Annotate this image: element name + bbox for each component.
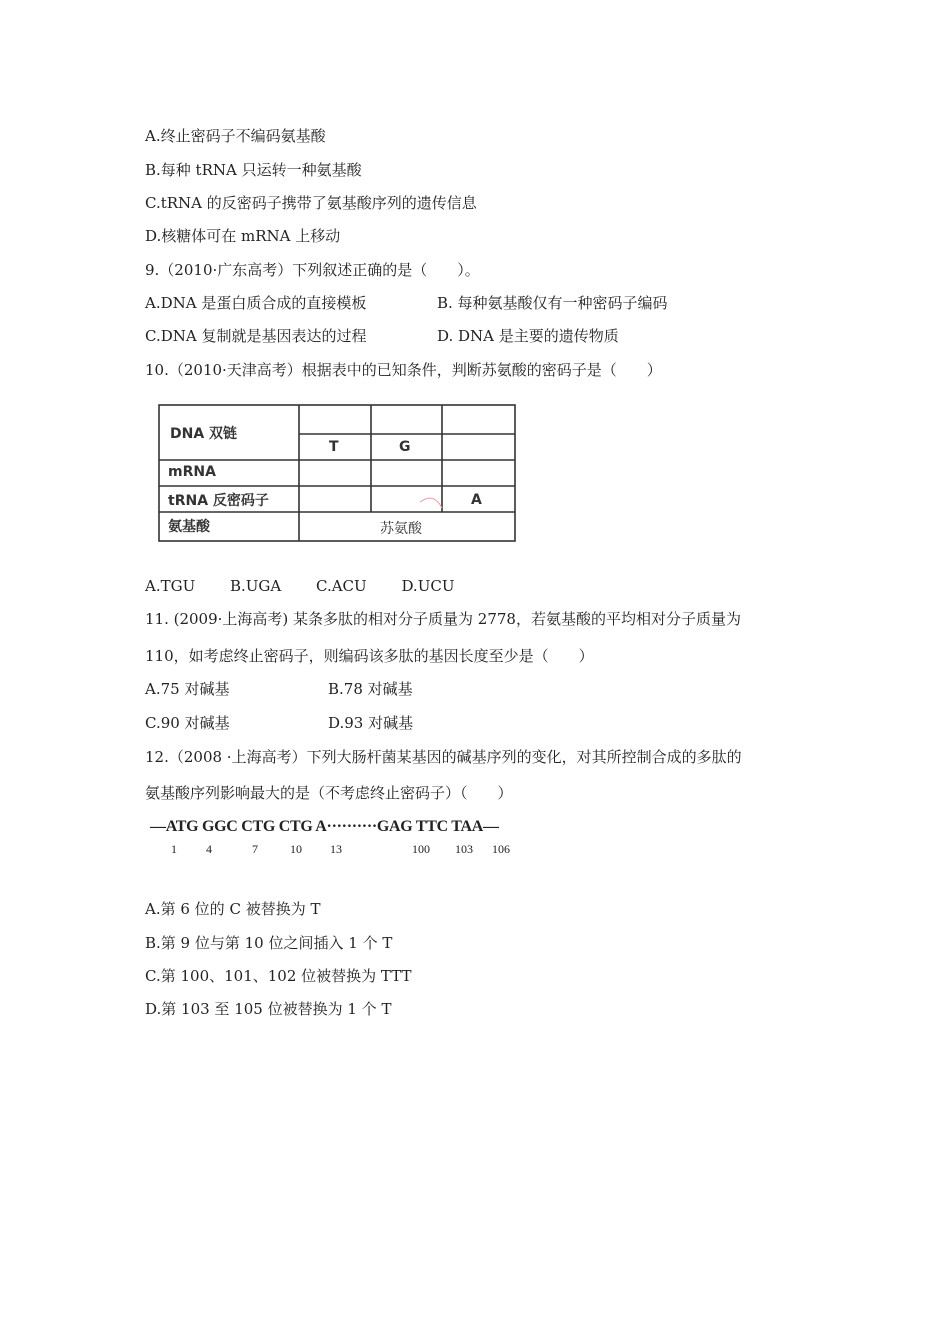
cell-amino-acid: 苏氨酸: [380, 521, 422, 537]
position-label: 100: [412, 842, 430, 856]
position-label: 1: [171, 842, 177, 856]
q9-option-c: C.DNA 复制就是基因表达的过程: [145, 327, 367, 345]
q9-option-d: D. DNA 是主要的遗传物质: [437, 327, 619, 345]
q12-option-b: B.第 9 位与第 10 位之间插入 1 个 T: [145, 934, 393, 952]
q9-option-a: A.DNA 是蛋白质合成的直接模板: [145, 294, 367, 312]
q12-option-d: D.第 103 至 105 位被替换为 1 个 T: [145, 1000, 392, 1018]
row-label-amino-acid: 氨基酸: [168, 519, 210, 535]
q10-options: A.TGU B.UGA C.ACU D.UCU: [145, 577, 455, 595]
codon-table: [158, 404, 516, 544]
row-label-trna: tRNA 反密码子: [168, 493, 269, 509]
cell-dna-g: G: [399, 439, 411, 455]
q11-option-a: A.75 对碱基: [145, 680, 230, 698]
position-label: 4: [206, 842, 212, 856]
q12-option-c: C.第 100、101、102 位被替换为 TTT: [145, 967, 412, 985]
q10-stem: 10.（2010·天津高考）根据表中的已知条件，判断苏氨酸的密码子是（ ）: [145, 361, 662, 379]
cell-dna-t: T: [329, 439, 339, 455]
q12-stem-line2: 氨基酸序列影响最大的是（不考虑终止密码子）（ ）: [145, 784, 513, 802]
position-label: 10: [290, 842, 302, 856]
q11-stem-line2: 110，如考虑终止密码子，则编码该多肽的基因长度至少是（ ）: [145, 647, 594, 665]
q8-option-c: C.tRNA 的反密码子携带了氨基酸序列的遗传信息: [145, 194, 477, 212]
position-label: 7: [252, 842, 258, 856]
q12-stem-line1: 12.（2008 ·上海高考）下列大肠杆菌某基因的碱基序列的变化，对其所控制合成的多肽的: [145, 748, 742, 766]
q8-option-d: D.核糖体可在 mRNA 上移动: [145, 227, 341, 245]
base-sequence-figure: [150, 818, 570, 860]
cell-trna-a: A: [471, 492, 482, 508]
position-label: 13: [330, 842, 342, 856]
position-label: 103: [455, 842, 473, 856]
row-label-dna: DNA 双链: [170, 426, 238, 442]
q8-option-a: A.终止密码子不编码氨基酸: [145, 127, 326, 145]
q8-option-b: B.每种 tRNA 只运转一种氨基酸: [145, 161, 362, 179]
q9-option-b: B. 每种氨基酸仅有一种密码子编码: [437, 294, 668, 312]
q11-stem-line1: 11. (2009·上海高考) 某条多肽的相对分子质量为 2778，若氨基酸的平均相对分子质量为: [145, 610, 741, 628]
q12-option-a: A.第 6 位的 C 被替换为 T: [145, 900, 321, 918]
q9-stem: 9.（2010·广东高考）下列叙述正确的是（ ）。: [145, 261, 480, 279]
base-sequence: —ATG GGC CTG CTG A··········GAG TTC TAA—: [150, 818, 499, 835]
row-label-mrna: mRNA: [168, 464, 216, 480]
q11-option-c: C.90 对碱基: [145, 714, 230, 732]
q11-option-d: D.93 对碱基: [328, 714, 414, 732]
position-label: 106: [492, 842, 510, 856]
q11-option-b: B.78 对碱基: [328, 680, 413, 698]
